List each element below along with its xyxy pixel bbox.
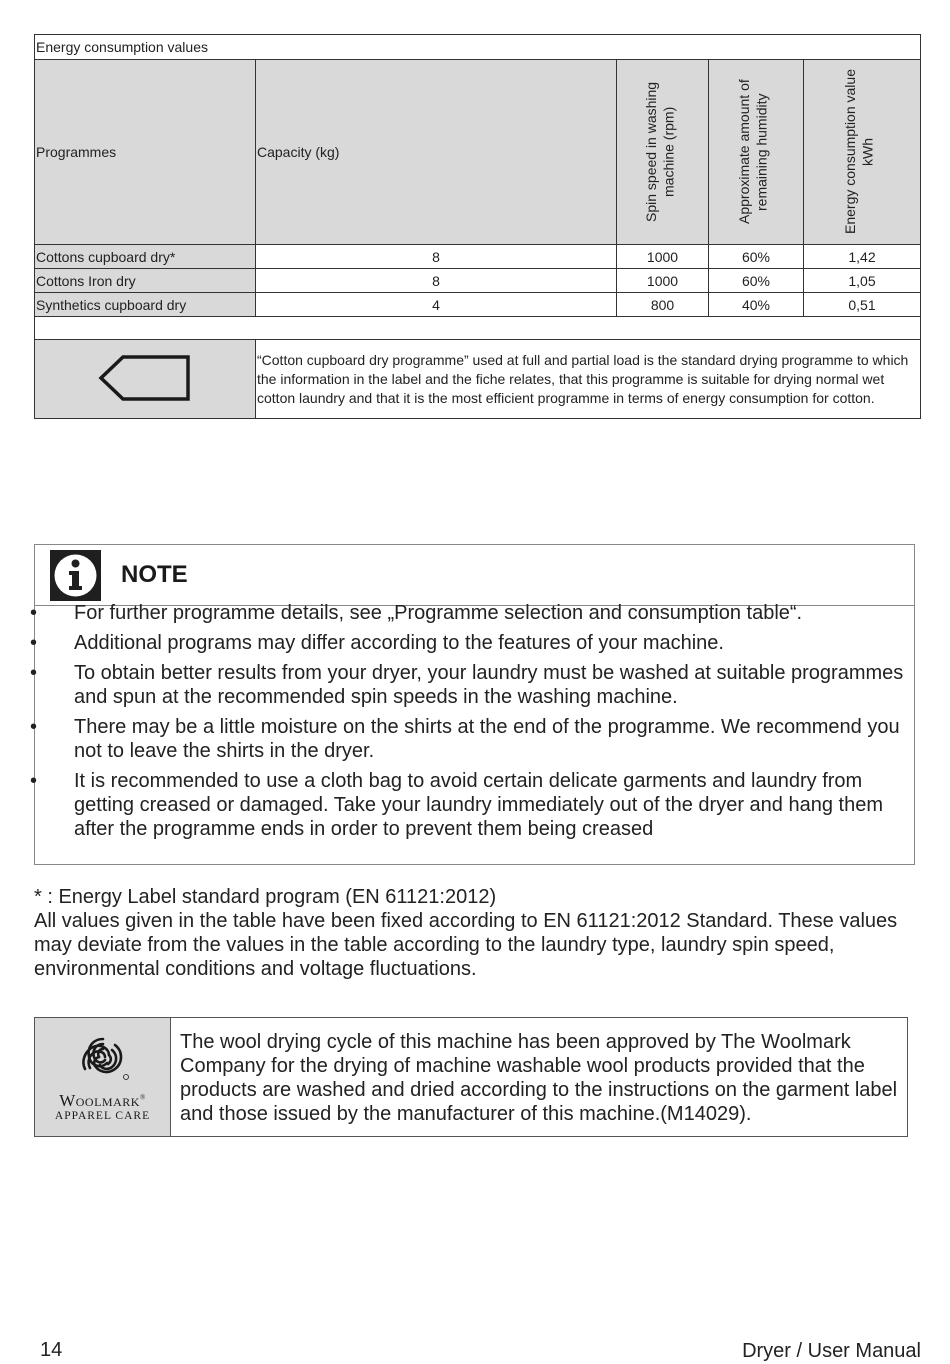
bullet: • <box>30 770 38 792</box>
row-programme: Cottons cupboard dry* <box>35 245 256 269</box>
list-item-text: To obtain better results from your dryer, your laundry must be washed at suitable programmes and spun at the recommended spin speeds in the washing machine. <box>74 662 904 708</box>
list-item <box>30 631 914 655</box>
footnote-line-1: * : Energy Label standard program (EN 61121:2012) <box>34 886 497 908</box>
table-title: Energy consumption values <box>35 35 921 60</box>
manual-title: Dryer / User Manual <box>742 1340 921 1362</box>
list-item-text: For further programme details, see „Programme selection and consumption table“. <box>74 602 803 624</box>
woolmark-logo-icon <box>71 1031 135 1090</box>
table-header-row <box>35 60 921 245</box>
row-programme: Synthetics cupboard dry <box>35 293 256 317</box>
header-spin-speed-label: Spin speed in washing machine (rpm) <box>642 81 676 223</box>
list-item <box>30 715 914 763</box>
row-programme: Cottons Iron dry <box>35 269 256 293</box>
footnote <box>34 885 914 981</box>
row-humidity: 60% <box>709 245 804 269</box>
woolmark-brand-text: Woolmark <box>59 1091 140 1111</box>
row-humidity: 60% <box>709 269 804 293</box>
woolmark-logo <box>35 1018 171 1136</box>
note-title: NOTE <box>121 561 188 588</box>
list-item-text: It is recommended to use a cloth bag to avoid certain delicate garments and laundry from getting creased or damaged. Take your laundry immediately out of the dryer and hang them after the programme ends in order to prevent them being creased <box>74 770 883 840</box>
row-spin: 1000 <box>617 269 709 293</box>
table-row <box>35 293 921 317</box>
label-note-row <box>35 340 921 419</box>
table-spacer-row <box>35 317 921 340</box>
info-icon <box>50 550 101 601</box>
row-capacity: 8 <box>256 269 617 293</box>
table-row <box>35 245 921 269</box>
header-humidity-label: Approximate amount of remaining humidity <box>736 79 770 225</box>
row-humidity: 40% <box>709 293 804 317</box>
header-capacity: Capacity (kg) <box>256 60 617 245</box>
row-energy: 0,51 <box>804 293 921 317</box>
footnote-line-2: All values given in the table have been fixed according to EN 61121:2012 Standard. These values may deviate from the values in the table according to the laundry type, laundry spin speed, environmental conditions and voltage fluctuations. <box>34 910 898 980</box>
tag-label-icon <box>98 389 192 405</box>
row-energy: 1,05 <box>804 269 921 293</box>
woolmark-brand-line1 <box>55 1092 150 1109</box>
bullet: • <box>30 632 38 654</box>
note-box <box>30 544 915 865</box>
label-note-text: “Cotton cupboard dry programme” used at full and partial load is the standard drying programme to which the information in the label and the fiche relates, that this programme is suitable for drying normal wet cotton laundry and that it is the most efficient programme in terms of energy consumption for cotton. <box>256 340 921 419</box>
bullet: • <box>30 716 38 738</box>
list-item-text: There may be a little moisture on the shirts at the end of the programme. We recommend you not to leave the shirts in the dryer. <box>74 716 900 762</box>
row-capacity: 8 <box>256 245 617 269</box>
woolmark-box <box>34 1017 908 1137</box>
note-header <box>35 545 914 606</box>
woolmark-brand-line2: APPAREL CARE <box>54 1110 151 1123</box>
header-programmes: Programmes <box>35 60 256 245</box>
registered-mark: ® <box>139 1093 146 1102</box>
energy-consumption-table <box>34 34 921 419</box>
page-number: 14 <box>40 1339 63 1361</box>
header-spin-speed <box>617 60 709 245</box>
list-item <box>30 769 914 841</box>
bullet: • <box>30 662 38 684</box>
row-capacity: 4 <box>256 293 617 317</box>
spacer-cell <box>35 317 921 340</box>
header-energy-label: Energy consumption value kWh <box>842 69 876 235</box>
row-energy: 1,42 <box>804 245 921 269</box>
woolmark-text: The wool drying cycle of this machine has been approved by The Woolmark Company for the drying of machine washable wool products provided that the products are washed and dried according to the instructions on the garment label and those issued by the manufacturer of this machine.(M14029). <box>180 1031 898 1125</box>
label-icon-cell <box>35 340 256 419</box>
row-spin: 800 <box>617 293 709 317</box>
note-list <box>30 601 914 841</box>
row-spin: 1000 <box>617 245 709 269</box>
header-humidity <box>709 60 804 245</box>
list-item <box>30 601 914 625</box>
table-row <box>35 269 921 293</box>
woolmark-wordmark <box>55 1090 150 1123</box>
list-item-text: Additional programs may differ according to the features of your machine. <box>74 632 724 654</box>
bullet: • <box>30 602 38 624</box>
header-energy <box>804 60 921 245</box>
list-item <box>30 661 914 709</box>
